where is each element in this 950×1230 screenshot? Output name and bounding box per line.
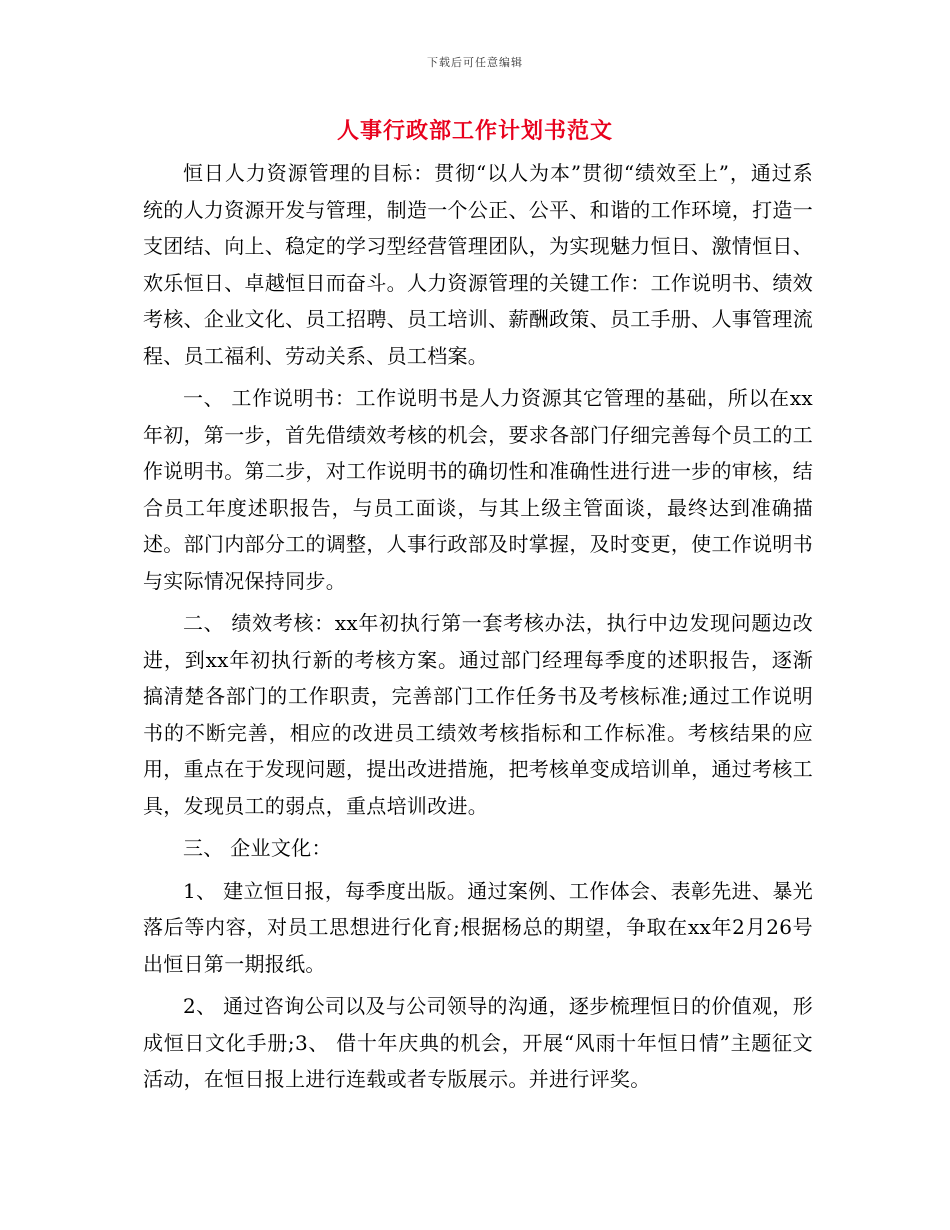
paragraph-culture-item-2: 2、 通过咨询公司以及与公司领导的沟通，逐步梳理恒日的价值观，形成恒日文化手册;3、 借十年庆典的机会，开展“风雨十年恒日情”主题征文活动，在恒日报上进行连载或者专版展示。并进行评奖。 — [143, 994, 813, 1091]
header-note: 下载后可任意编辑 — [427, 56, 523, 69]
paragraph-intro: 恒日人力资源管理的目标：贯彻“以人为本”贯彻“绩效至上”，通过系统的人力资源开发与管理，制造一个公正、公平、和谐的工作环境，打造一支团结、向上、稳定的学习型经营管理团队，为实现魅力恒日、激情恒日、欢乐恒日、卓越恒日而奋斗。人力资源管理的关键工作：工作说明书、绩效考核、企业文化、员工招聘、员工培训、薪酬政策、员工手册、人事管理流程、员工福利、劳动关系、员工档案。 — [143, 161, 813, 368]
paragraph-corporate-culture-heading: 三、 企业文化： — [183, 836, 332, 860]
paragraph-job-description: 一、 工作说明书：工作说明书是人力资源其它管理的基础，所以在xx年初，第一步，首先借绩效考核的机会，要求各部门仔细完善每个员工的工作说明书。第二步，对工作说明书的确切性和准确性进行进一步的审核，结合员工年度述职报告，与员工面谈，与其上级主管面谈，最终达到准确描述。部门内部分工的调整，人事行政部及时掌握，及时变更，使工作说明书与实际情况保持同步。 — [143, 386, 813, 593]
document-body — [143, 155, 813, 1104]
document-title: 人事行政部工作计划书范文 — [336, 118, 613, 144]
paragraph-culture-item-1: 1、 建立恒日报，每季度出版。通过案例、工作体会、表彰先进、暴光落后等内容，对员工思想进行化育;根据杨总的期望，争取在xx年2月26号出恒日第一期报纸。 — [143, 878, 813, 976]
paragraph-performance-review: 二、 绩效考核：xx年初执行第一套考核办法，执行中边发现问题边改进，到xx年初执行新的考核方案。通过部门经理每季度的述职报告，逐渐搞清楚各部门的工作职责，完善部门工作任务书及考核标准;通过工作说明书的不断完善，相应的改进员工绩效考核指标和工作标准。考核结果的应用，重点在于发现问题，提出改进措施，把考核单变成培训单，通过考核工具，发现员工的弱点，重点培训改进。 — [143, 611, 813, 818]
